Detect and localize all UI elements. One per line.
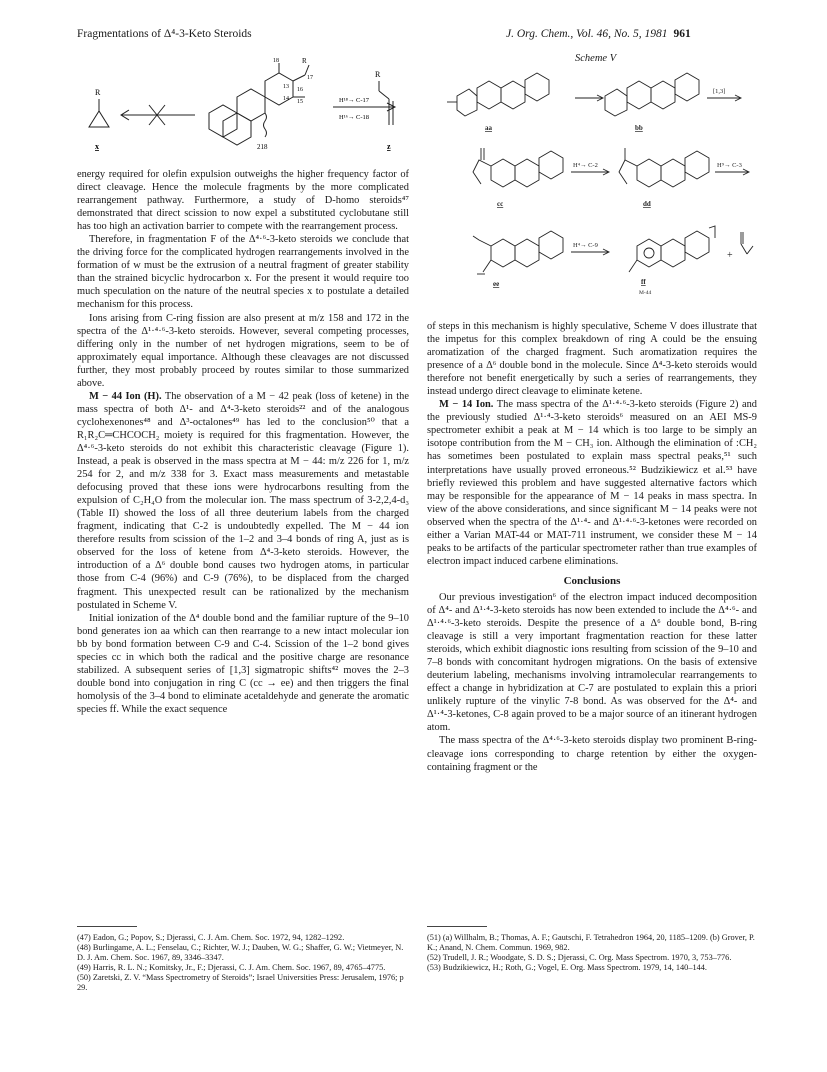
compound-x-label: x (95, 142, 99, 151)
compound-ff-label: ff (641, 278, 646, 286)
rxn-label-h18: H¹⁸→ C-17 (339, 97, 370, 104)
label-c16: 16 (297, 87, 303, 93)
compound-cc-label: cc (497, 200, 504, 208)
label-r-steroid: R (302, 57, 307, 65)
paragraph-continued: energy required for olefin expulsion outweighs the higher frequency factor of direct cleavage. Hence the molecule fragments by the more complicated rearrangement pathway. Furthermore, a study of D-homo steroids⁴⁷ demonstrated that direct scission to now expel a substituted cyclobutane still has too high an activation barrier to compete with the rearrangement process. (77, 169, 409, 233)
label-c15: 15 (297, 99, 303, 105)
running-header-title: Fragmentations of Δ⁴-3-Keto Steroids (77, 28, 252, 40)
paragraph-fragmentation-f: Therefore, in fragmentation F of the Δ⁴·⁶-3-keto steroids we conclude that the driving force for the complicated hydrogen rearrangements involved in the formation of w must be the extrusion of a neutral fragment of greater stability than the strained bicyclic hydrocarbon x. For the present it would require too much speculation on the nature of the neutral species x to postulate a detailed mechanism for this process. (77, 234, 409, 311)
label-c18: 18 (273, 58, 279, 64)
footnotes-right (427, 933, 757, 973)
running-header-journal (506, 28, 691, 40)
m44-heading: M − 44 Ion (H). (89, 390, 162, 402)
footnote-49: (49) Harris, R. L. N.; Komitsky, Jr., F.; Djerassi, C. J. Am. Chem. Soc. 1967, 89, 4765–4775. (77, 963, 386, 972)
paragraph-initial-ionization: Initial ionization of the Δ⁴ double bond and the familiar rupture of the 9–10 bond generates ion aa which can then rearrange to a new intact molecular ion bb by bond formation between C-9 and C-4. Scission of the 1–2 bond gives species cc in which both the radical and the positive charge are resonance stabilized. A subsequent series of [1,3] sigmatropic shifts⁴² moves the 2–3 double bond into conjugation in ring C (cc → ee) and then triggers the final homolysis of the 3–4 bond to eliminate acetaldehyde and generate the aromatic species ff. While the exact sequence (77, 612, 409, 715)
compound-ff-sublabel: M-44 (639, 290, 652, 296)
page-number: 961 (673, 28, 691, 40)
compound-bb-label: bb (635, 124, 643, 132)
rxn-label-h16: H¹⁶→ C-18 (339, 114, 370, 121)
label-218: 218 (257, 143, 268, 151)
paragraph-conclusions-2: The mass spectra of the Δ⁴·⁶-3-keto steroids display two prominent B-ring-cleavage ions corresponding to charge retention by either the oxygen-containing fragment or the (427, 735, 757, 773)
m14-heading: M − 14 Ion. (439, 399, 494, 411)
label-r-alkene: R (375, 70, 381, 79)
label-c13: 13 (283, 84, 289, 90)
journal-citation: J. Org. Chem., Vol. 46, No. 5, 1981 (506, 28, 668, 40)
footnote-48: (48) Burlingame, A. L.; Fenselau, C.; Richter, W. J.; Dauben, W. G.; Shaffer, G. W.; Vietmeyer, N. D. J. Am. Chem. Soc. 1967, 89, 3346–3347. (77, 943, 404, 962)
label-r-cyclopropane: R (95, 88, 101, 97)
footnote-51: (51) (a) Willhalm, B.; Thomas, A. F.; Gautschi, F. Tetrahedron 1964, 20, 1185–1209. (b) Grover, P. K.; Anand, N. Chem. Commun. 1969, 982. (427, 933, 755, 952)
footnote-rule-right (427, 926, 487, 927)
footnote-50: (50) Zaretski, Z. V. “Mass Spectrometry of Steroids”; Israel Universities Press: Jerusalem, 1976; p 29. (77, 973, 404, 992)
compound-aa-label: aa (485, 124, 492, 132)
footnote-53: (53) Budzikiewicz, H.; Roth, G.; Vogel, E. Org. Mass Spectrom. 1979, 14, 140–144. (427, 963, 707, 972)
arrow-label-h4-c9: H⁴→ C-9 (573, 242, 598, 249)
scheme-v-figure (427, 68, 757, 308)
left-text-column (77, 168, 409, 716)
compound-dd-label: dd (643, 200, 651, 208)
footnote-rule-left (77, 926, 137, 927)
footnote-52: (52) Trudell, J. R.; Woodgate, S. D. S.; Djerassi, C. Org. Mass Spectrom. 1970, 3, 753–776. (427, 953, 732, 962)
paragraph-scheme-discussion: of steps in this mechanism is highly speculative, Scheme V does illustrate that the impetus for this complex breakdown of ring A could be the ensuing aromatization of the charged fragment. Such aromatization requires the presence of a Δ⁶ double bond in the molecule. Since Δ⁴-3-keto steroids would therefore not benefit energetically by such a series of rearrangements, they instead undergo direct cleavage to eliminate ketene. (427, 321, 757, 398)
paragraph-conclusions-1: Our previous investigation⁶ of the electron impact induced decomposition of Δ⁴- and Δ¹·⁴-3-keto steroids has now been extended to include the Δ⁴·⁶- and Δ¹·⁴·⁶-3-keto steroids. Despite the presence of a Δ⁶ double bond, B-ring cleavage is still a very important fragmentation reaction for these latter steroids, which exhibit diagnostic ions resulting from scission of the 9–10 and 7–8 bonds with concomitant hydrogen migrations. On the basis of extensive deuterium labeling, mechanisms involving intramolecular rearrangements to effect a change in hybridization at C-7 are postulated to explain this a priori unlikely rupture of the vinylic 7-8 bond. As was observed for the Δ⁴- and Δ¹·⁴-3-ketones, C-8 again proved to be a major source of an itinerant hydrogen atom. (427, 591, 757, 734)
conclusions-heading: Conclusions (563, 574, 621, 587)
footnotes-left (77, 933, 409, 993)
label-c14: 14 (283, 96, 289, 102)
paragraph-c-ring-fission: Ions arising from C-ring fission are also present at m/z 158 and 172 in the spectra of the Δ¹·⁴·⁶-3-keto steroids. However, several competing processes, differing only in the number of net hydrogen migrations, seem to be of approximately equal importance. Although these cleavages are not discussed further, they most probably proceed by routes similar to those summarized above. (77, 312, 409, 389)
right-text-column (427, 320, 757, 774)
label-c17: 17 (307, 75, 313, 81)
footnote-47: (47) Eadon, G.; Popov, S.; Djerassi, C. J. Am. Chem. Soc. 1972, 94, 1282–1292. (77, 933, 345, 942)
paragraph-m44 (77, 390, 409, 612)
fragmentation-figure-left (77, 55, 409, 155)
m14-text: The mass spectra of the Δ¹·⁴·⁶-3-keto steroids (Figure 2) and the previously studied Δ¹·⁴-3-keto steroids⁶ measured on an AEI MS-9 spectrometer exhibit a peak at M − 14 which is too large to be simply an isotope contribution from the M − CH₃ ion. Although the elimination of :CH₂ has sometimes been postulated to explain mass spectral peaks,⁵¹ such interpretations have usually proved erroneous.⁵² Budzikiewicz et al.⁵³ have briefly reviewed this problem and have suggested alternative factors which may be responsible for the appearance of M − 14 peaks in mass spectra. In view of the above considerations, and since significant M − 14 peaks were not observed when the spectra of the Δ¹·⁴- and Δ¹·⁴·⁶-3-ketones were recorded on either a Varian MAT-44 or MAT-711 instrument, we consider these M − 14 peaks to be artifacts of the particular spectrometer rather than true examples of electron impact induced carbene eliminations. (427, 399, 758, 567)
arrow-label-h4-c2: H⁴→ C-2 (573, 162, 598, 169)
plus-sign: + (727, 250, 733, 261)
compound-ee-label: ee (493, 280, 500, 288)
arrow-label-13: [1,3] (713, 88, 726, 95)
paragraph-m14 (427, 398, 757, 568)
m44-text: The observation of a M − 42 peak (loss of ketene) in the mass spectra of both Δ¹- and Δ⁴-3-keto steroids²² and of the analogous cyclohexenones⁴⁸ and Δ³-octalones⁴⁹ has led to the conclusion⁵⁰ that a R₁R₂C═CHCOCH₂ moiety is required for this fragmentation. However, the Δ⁴·⁶-3-keto steroids do not exhibit this characteristic cleavage (Figure 1). Instead, a peak is observed in the mass spectra at M − 44: m/z 226 for 1, m/z 254 for 2, and m/z 338 for 3. Exact mass measurements and metastable defocusing proved that these ions were hydrocarbons resulting from the expulsion of C₂H₄O from the molecular ion. The mass spectrum of 3-2,2,4-d₃ (Table II) showed the loss of all three deuterium labels from the charged fragment, indicating that C-2 is undoubtedly expelled. The M − 44 ion therefore results from scission of the 1–2 and 3–4 bonds of ring A, just as is observed for the loss of ketene from Δ⁴-3-keto steroids. However, the introduction of a Δ⁶ double bond causes two hydrogen atoms, in particular those from C-4 (96%) and C-9 (76%), to be displaced from the charged fragment. This unexpected result can be rationalized by the mechanism postulated in Scheme V. (77, 390, 409, 611)
compound-z-label: z (387, 142, 391, 151)
arrow-label-h9-c3: H⁹→ C-3 (717, 162, 742, 169)
scheme-title: Scheme V (575, 53, 617, 64)
